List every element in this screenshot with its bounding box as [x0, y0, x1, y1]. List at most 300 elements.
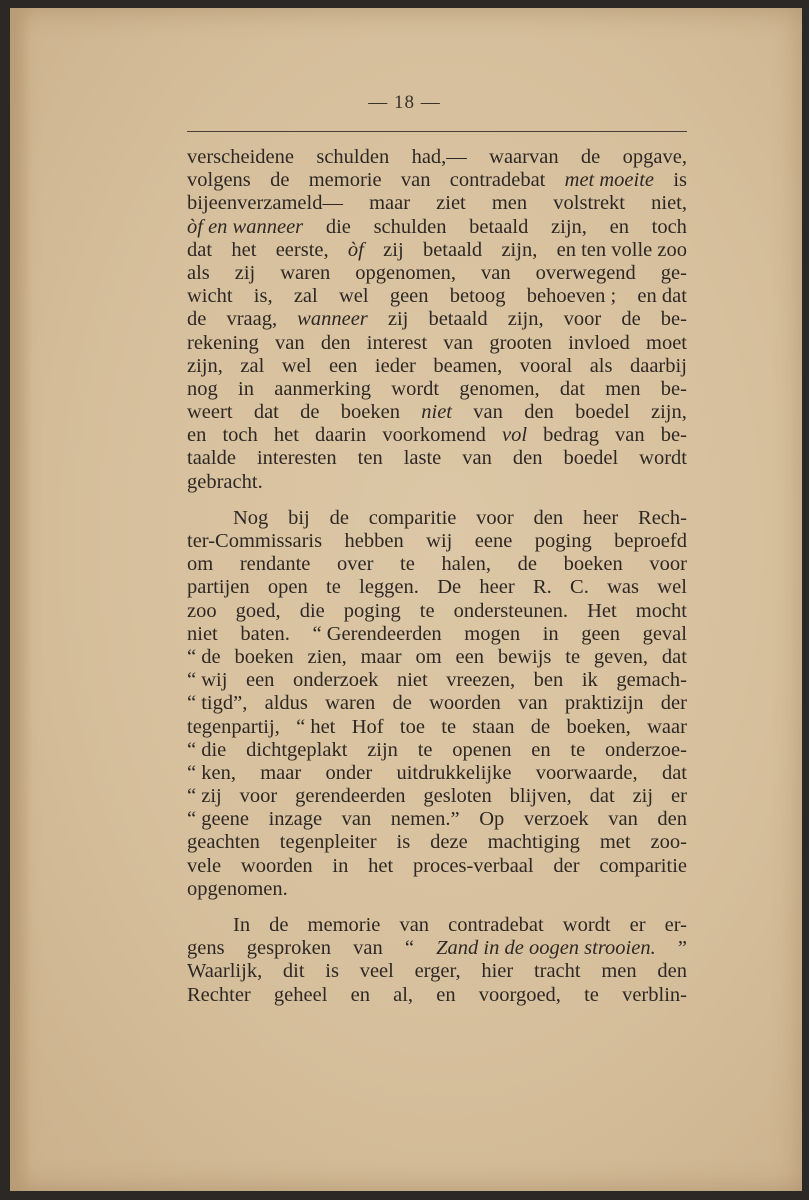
word: onder: [325, 761, 373, 784]
word: zal: [240, 354, 265, 377]
word: open: [267, 576, 308, 599]
word: daarbij: [629, 354, 687, 377]
paragraph-gap: [187, 901, 687, 914]
word: “ de: [187, 645, 221, 668]
word: er: [629, 914, 646, 936]
text-line: [187, 285, 687, 308]
word: geen: [389, 285, 429, 308]
word: beproefd: [614, 530, 687, 552]
text-line: [187, 169, 687, 192]
word: te: [565, 645, 581, 668]
word: de: [392, 692, 412, 715]
word: er: [670, 785, 687, 808]
word: zijn,: [651, 401, 687, 424]
word: opgenomen.: [187, 877, 288, 900]
word: men: [605, 377, 641, 400]
italic-word: vol: [502, 424, 528, 447]
word: heer: [582, 506, 619, 529]
word: ”: [677, 937, 687, 960]
word: hebben: [344, 530, 404, 552]
word: tracht: [533, 960, 581, 983]
word: hier: [481, 960, 514, 983]
word: wicht: [187, 285, 233, 308]
word: verblin-: [622, 983, 687, 1006]
word: niet,: [651, 192, 687, 215]
word: wordt: [562, 914, 611, 936]
word: zij: [383, 238, 404, 261]
text-line: [187, 332, 687, 355]
word: invloed: [568, 331, 630, 354]
word: zal: [293, 285, 318, 308]
word: gesproken: [246, 937, 331, 960]
word: Hof: [351, 715, 384, 738]
word: Rechter: [187, 983, 251, 1006]
word: praktizijn: [564, 692, 644, 715]
text-line: [187, 600, 687, 623]
word: weert: [187, 401, 233, 424]
word: over: [337, 553, 374, 576]
word: ten: [357, 447, 383, 470]
word: baten.: [240, 622, 290, 645]
word: beamen,: [433, 354, 503, 377]
word: boeken: [563, 553, 623, 576]
word: vreezen,: [446, 669, 516, 692]
word: zoo: [187, 599, 217, 622]
word: inzage: [268, 808, 323, 831]
text-line: [187, 878, 687, 901]
word: grooten: [489, 331, 552, 354]
word: wij: [426, 530, 453, 552]
word: ge-: [660, 261, 687, 284]
word: toch: [222, 424, 258, 447]
word: voor: [649, 553, 687, 576]
word: ben: [533, 669, 564, 692]
word: ik: [581, 669, 598, 692]
word: dat: [661, 761, 687, 784]
word: halen,: [441, 553, 491, 576]
word: “: [404, 937, 414, 960]
word: vraag,: [226, 308, 278, 331]
paragraph: [187, 914, 687, 1007]
word: wel: [281, 354, 312, 377]
text-line: [187, 831, 687, 854]
word: de: [517, 553, 537, 576]
word: goed,: [235, 599, 281, 622]
word: poging: [343, 599, 401, 622]
word: staan: [472, 715, 515, 738]
word: geheel: [273, 983, 328, 1006]
word: de: [300, 401, 320, 424]
word: boeken: [234, 645, 294, 668]
word: voorwaarde,: [535, 761, 638, 784]
word: een: [245, 669, 275, 692]
word: “ ken,: [187, 761, 236, 784]
word: aanmerking: [274, 377, 371, 400]
text-line: [187, 937, 687, 960]
word: als: [589, 354, 613, 377]
word: opgave,: [622, 146, 687, 168]
text-line: [187, 914, 687, 937]
word: de: [329, 506, 349, 529]
word: boedel: [575, 401, 630, 424]
word: toch: [651, 215, 687, 238]
word: woorden: [429, 692, 501, 715]
word: verscheidene: [187, 146, 294, 168]
word: be-: [660, 424, 687, 447]
word: van: [473, 401, 503, 424]
word: de: [187, 308, 207, 331]
word: in: [238, 377, 254, 400]
word: “ die: [187, 738, 227, 761]
word: wordt: [639, 447, 687, 470]
text-line: [187, 576, 687, 599]
word: laste: [403, 447, 442, 470]
text-line: [187, 984, 687, 1007]
word: er-: [664, 914, 687, 936]
word: der: [553, 854, 580, 877]
text-line: [187, 855, 687, 878]
word: Het: [587, 599, 617, 622]
word: dat: [661, 645, 687, 668]
word: het: [273, 424, 299, 447]
word: van: [341, 808, 372, 831]
word: wordt: [391, 377, 440, 400]
word: betaald: [469, 215, 529, 238]
word: veel: [359, 960, 394, 983]
word: taalde: [187, 447, 236, 470]
word: geven,: [593, 645, 648, 668]
word: wel: [657, 576, 687, 599]
word: interest: [366, 331, 428, 354]
word: Rech-: [638, 506, 687, 529]
word: voor: [239, 785, 278, 808]
word: C.: [570, 576, 589, 599]
word: gesloten: [423, 785, 492, 808]
italic-word: niet: [421, 401, 453, 424]
word: contradebat: [448, 914, 544, 936]
word: de: [530, 715, 551, 738]
word: moet: [646, 331, 687, 354]
word: zoo-: [650, 831, 687, 854]
word: deze: [430, 831, 468, 854]
word: “ Gerendeerden: [312, 622, 442, 645]
word: vele: [187, 854, 222, 877]
text-line: [187, 669, 687, 692]
word: zijn,: [551, 215, 587, 238]
word: tegenpleiter: [279, 831, 377, 854]
text-line: [187, 646, 687, 669]
word: van: [443, 331, 474, 354]
word: betaald: [422, 238, 483, 261]
word: het: [231, 238, 257, 261]
word: tegenpartij,: [187, 715, 280, 738]
word: be-: [660, 308, 687, 331]
italic-word: met moeite: [564, 169, 655, 192]
word: en dat: [637, 285, 687, 308]
word: dichtgeplakt: [246, 738, 348, 761]
word: onderzoek: [293, 669, 379, 692]
word: de: [580, 146, 601, 168]
word: en: [436, 983, 456, 1006]
word: betoog: [449, 285, 506, 308]
word: betaald: [428, 308, 488, 331]
word: en ten volle zoo: [556, 238, 687, 261]
word: gebracht.: [187, 470, 263, 493]
word: zij: [234, 261, 256, 284]
word: geachten: [187, 831, 260, 854]
word: eene: [474, 530, 513, 552]
text-line: [187, 192, 687, 215]
word: ondersteunen.: [453, 599, 569, 622]
word: ieder: [374, 354, 416, 377]
word: Op: [479, 808, 505, 831]
word: van: [275, 331, 305, 354]
word: mogen: [464, 622, 521, 645]
word: te: [419, 599, 435, 622]
word: dat: [589, 785, 615, 808]
word: eerste,: [275, 238, 329, 261]
word: men: [491, 192, 528, 215]
word: te: [400, 553, 415, 576]
paragraph: [187, 146, 687, 494]
word: ziet: [436, 192, 466, 215]
word: onderzoe-: [605, 738, 687, 761]
word: waar: [647, 715, 687, 738]
word: der: [660, 692, 687, 715]
word: nemen.”: [390, 808, 460, 831]
word: zij: [632, 785, 654, 808]
word: den: [512, 447, 543, 470]
word: van: [353, 937, 383, 960]
word: niet: [187, 622, 218, 645]
text-line: [187, 960, 687, 983]
word: voorgoed,: [478, 983, 561, 1006]
word: voorkomend: [382, 424, 486, 447]
word: van: [462, 447, 492, 470]
word: overwegend: [535, 261, 636, 284]
word: de: [270, 169, 290, 192]
text-line: [187, 401, 687, 424]
text-line: [187, 530, 687, 553]
word: zij: [387, 308, 409, 331]
word: dat: [253, 401, 279, 424]
word: memorie: [307, 914, 381, 936]
word: te: [417, 738, 433, 761]
word: dit: [282, 960, 305, 983]
word: dat: [559, 377, 585, 400]
text-line: [187, 716, 687, 739]
word: zijn,: [501, 238, 538, 261]
word: een: [455, 645, 484, 668]
word: die: [299, 599, 325, 622]
word: machtiging: [487, 831, 580, 854]
word: volgens: [187, 169, 251, 192]
text-line: [187, 553, 687, 576]
word: In: [233, 914, 251, 936]
word: te: [584, 983, 599, 1006]
word: contradebat: [449, 169, 546, 192]
text-line: [187, 262, 687, 285]
word: te: [570, 738, 586, 761]
paragraph: [187, 507, 687, 901]
word: nog: [187, 377, 218, 400]
word: “ wij: [187, 669, 228, 692]
word: verzoek: [523, 808, 589, 831]
text-line: [187, 447, 687, 470]
word: toe: [399, 715, 425, 738]
word: den: [524, 401, 554, 424]
word: leggen.: [359, 576, 419, 599]
word: de: [621, 308, 641, 331]
word: aldus: [264, 692, 308, 715]
text-line: [187, 239, 687, 262]
word: bewijs: [497, 645, 552, 668]
word: Waarlijk,: [187, 960, 263, 983]
word: den: [320, 331, 351, 354]
word: den: [533, 506, 564, 529]
word: vooral: [519, 354, 573, 377]
word: boeken: [340, 401, 400, 424]
word: daarin: [314, 424, 367, 447]
italic-word: wanneer: [297, 308, 368, 331]
word: van: [615, 424, 645, 447]
page-gutter-shadow: [10, 8, 32, 1191]
word: van: [518, 692, 548, 715]
word: gens: [187, 937, 225, 960]
word: in: [332, 854, 349, 877]
word: te: [326, 576, 341, 599]
word: gerendeerden: [295, 785, 406, 808]
word: rendante: [239, 553, 311, 576]
word: die: [325, 215, 351, 238]
word: en: [350, 983, 370, 1006]
word: van: [400, 169, 431, 192]
word: en: [531, 738, 551, 761]
word: maar: [369, 192, 411, 215]
word: maar: [360, 645, 402, 668]
word: voor: [476, 506, 514, 529]
word: om: [187, 553, 214, 576]
text-line: [187, 308, 687, 331]
word: blijven,: [509, 785, 572, 808]
word: waarvan: [489, 146, 559, 168]
word: is,: [253, 285, 273, 308]
word: De: [437, 576, 462, 599]
word: is: [673, 169, 687, 192]
word: te: [441, 715, 457, 738]
word: poging: [534, 530, 592, 552]
word: maar: [260, 761, 302, 784]
paragraph-gap: [187, 494, 687, 507]
word: dat: [187, 238, 213, 261]
word: is: [396, 831, 411, 854]
word: genomen,: [459, 377, 540, 400]
word: geval: [642, 622, 687, 645]
word: “ het: [296, 715, 336, 738]
word: R.: [532, 576, 552, 599]
word: openen: [452, 738, 512, 761]
text-line: [187, 378, 687, 401]
word: comparitie: [599, 854, 687, 877]
word: boedel: [563, 447, 619, 470]
word: mocht: [635, 599, 687, 622]
word: “ zij: [187, 785, 222, 808]
italic-word: Zand in de oogen strooien.: [436, 937, 656, 960]
word: was: [607, 576, 640, 599]
text-line: [187, 785, 687, 808]
word: Nog: [233, 506, 269, 529]
word: met: [599, 831, 631, 854]
word: volstrekt: [553, 192, 626, 215]
text-line: [187, 692, 687, 715]
word: een: [328, 354, 358, 377]
word: niet: [396, 669, 428, 692]
text-line: [187, 507, 687, 530]
word: comparitie: [368, 506, 457, 529]
page-number: — 18 —: [368, 92, 441, 113]
word: het: [368, 854, 394, 877]
text-line: [187, 623, 687, 646]
word: be-: [660, 377, 687, 400]
body-text: [187, 146, 687, 1007]
word: de: [269, 914, 289, 936]
word: boeken,: [566, 715, 631, 738]
word: partijen: [187, 576, 250, 599]
word: van: [608, 808, 638, 831]
word: heer: [479, 576, 515, 599]
word: memorie: [308, 169, 382, 192]
word: gemach-: [616, 669, 687, 692]
text-line: [187, 762, 687, 785]
text-line: [187, 424, 687, 447]
text-line: [187, 471, 687, 494]
word: ter-Commissaris: [187, 530, 323, 552]
word: behoeven ;: [526, 285, 617, 308]
text-line: [187, 146, 687, 169]
word: men: [601, 960, 637, 983]
text-line: [187, 355, 687, 378]
word: voor: [563, 308, 602, 331]
word: bij: [288, 506, 310, 529]
word: proces-verbaal: [412, 854, 534, 877]
word: zijn,: [507, 308, 544, 331]
word: en: [609, 215, 629, 238]
word: den: [657, 960, 687, 983]
word: van: [399, 914, 430, 936]
word: al,: [393, 983, 414, 1006]
word: zijn,: [187, 354, 223, 377]
word: geen: [581, 622, 620, 645]
word: erger,: [414, 960, 461, 983]
word: interesten: [256, 447, 337, 470]
text-line: [187, 739, 687, 762]
word: om: [415, 645, 442, 668]
word: waren: [280, 261, 331, 284]
text-line: [187, 808, 687, 831]
italic-word: òf en wanneer: [187, 215, 304, 238]
text-line: [187, 216, 687, 239]
word: schulden: [316, 146, 390, 168]
word: is: [325, 960, 339, 983]
italic-word: òf: [347, 238, 364, 261]
word: en: [187, 424, 207, 447]
word: opgenomen,: [355, 261, 457, 284]
word: van: [481, 261, 511, 284]
word: waren: [325, 692, 376, 715]
word: “ tigd”,: [187, 692, 248, 715]
word: schulden: [373, 215, 447, 238]
word: “ geene: [187, 808, 250, 831]
